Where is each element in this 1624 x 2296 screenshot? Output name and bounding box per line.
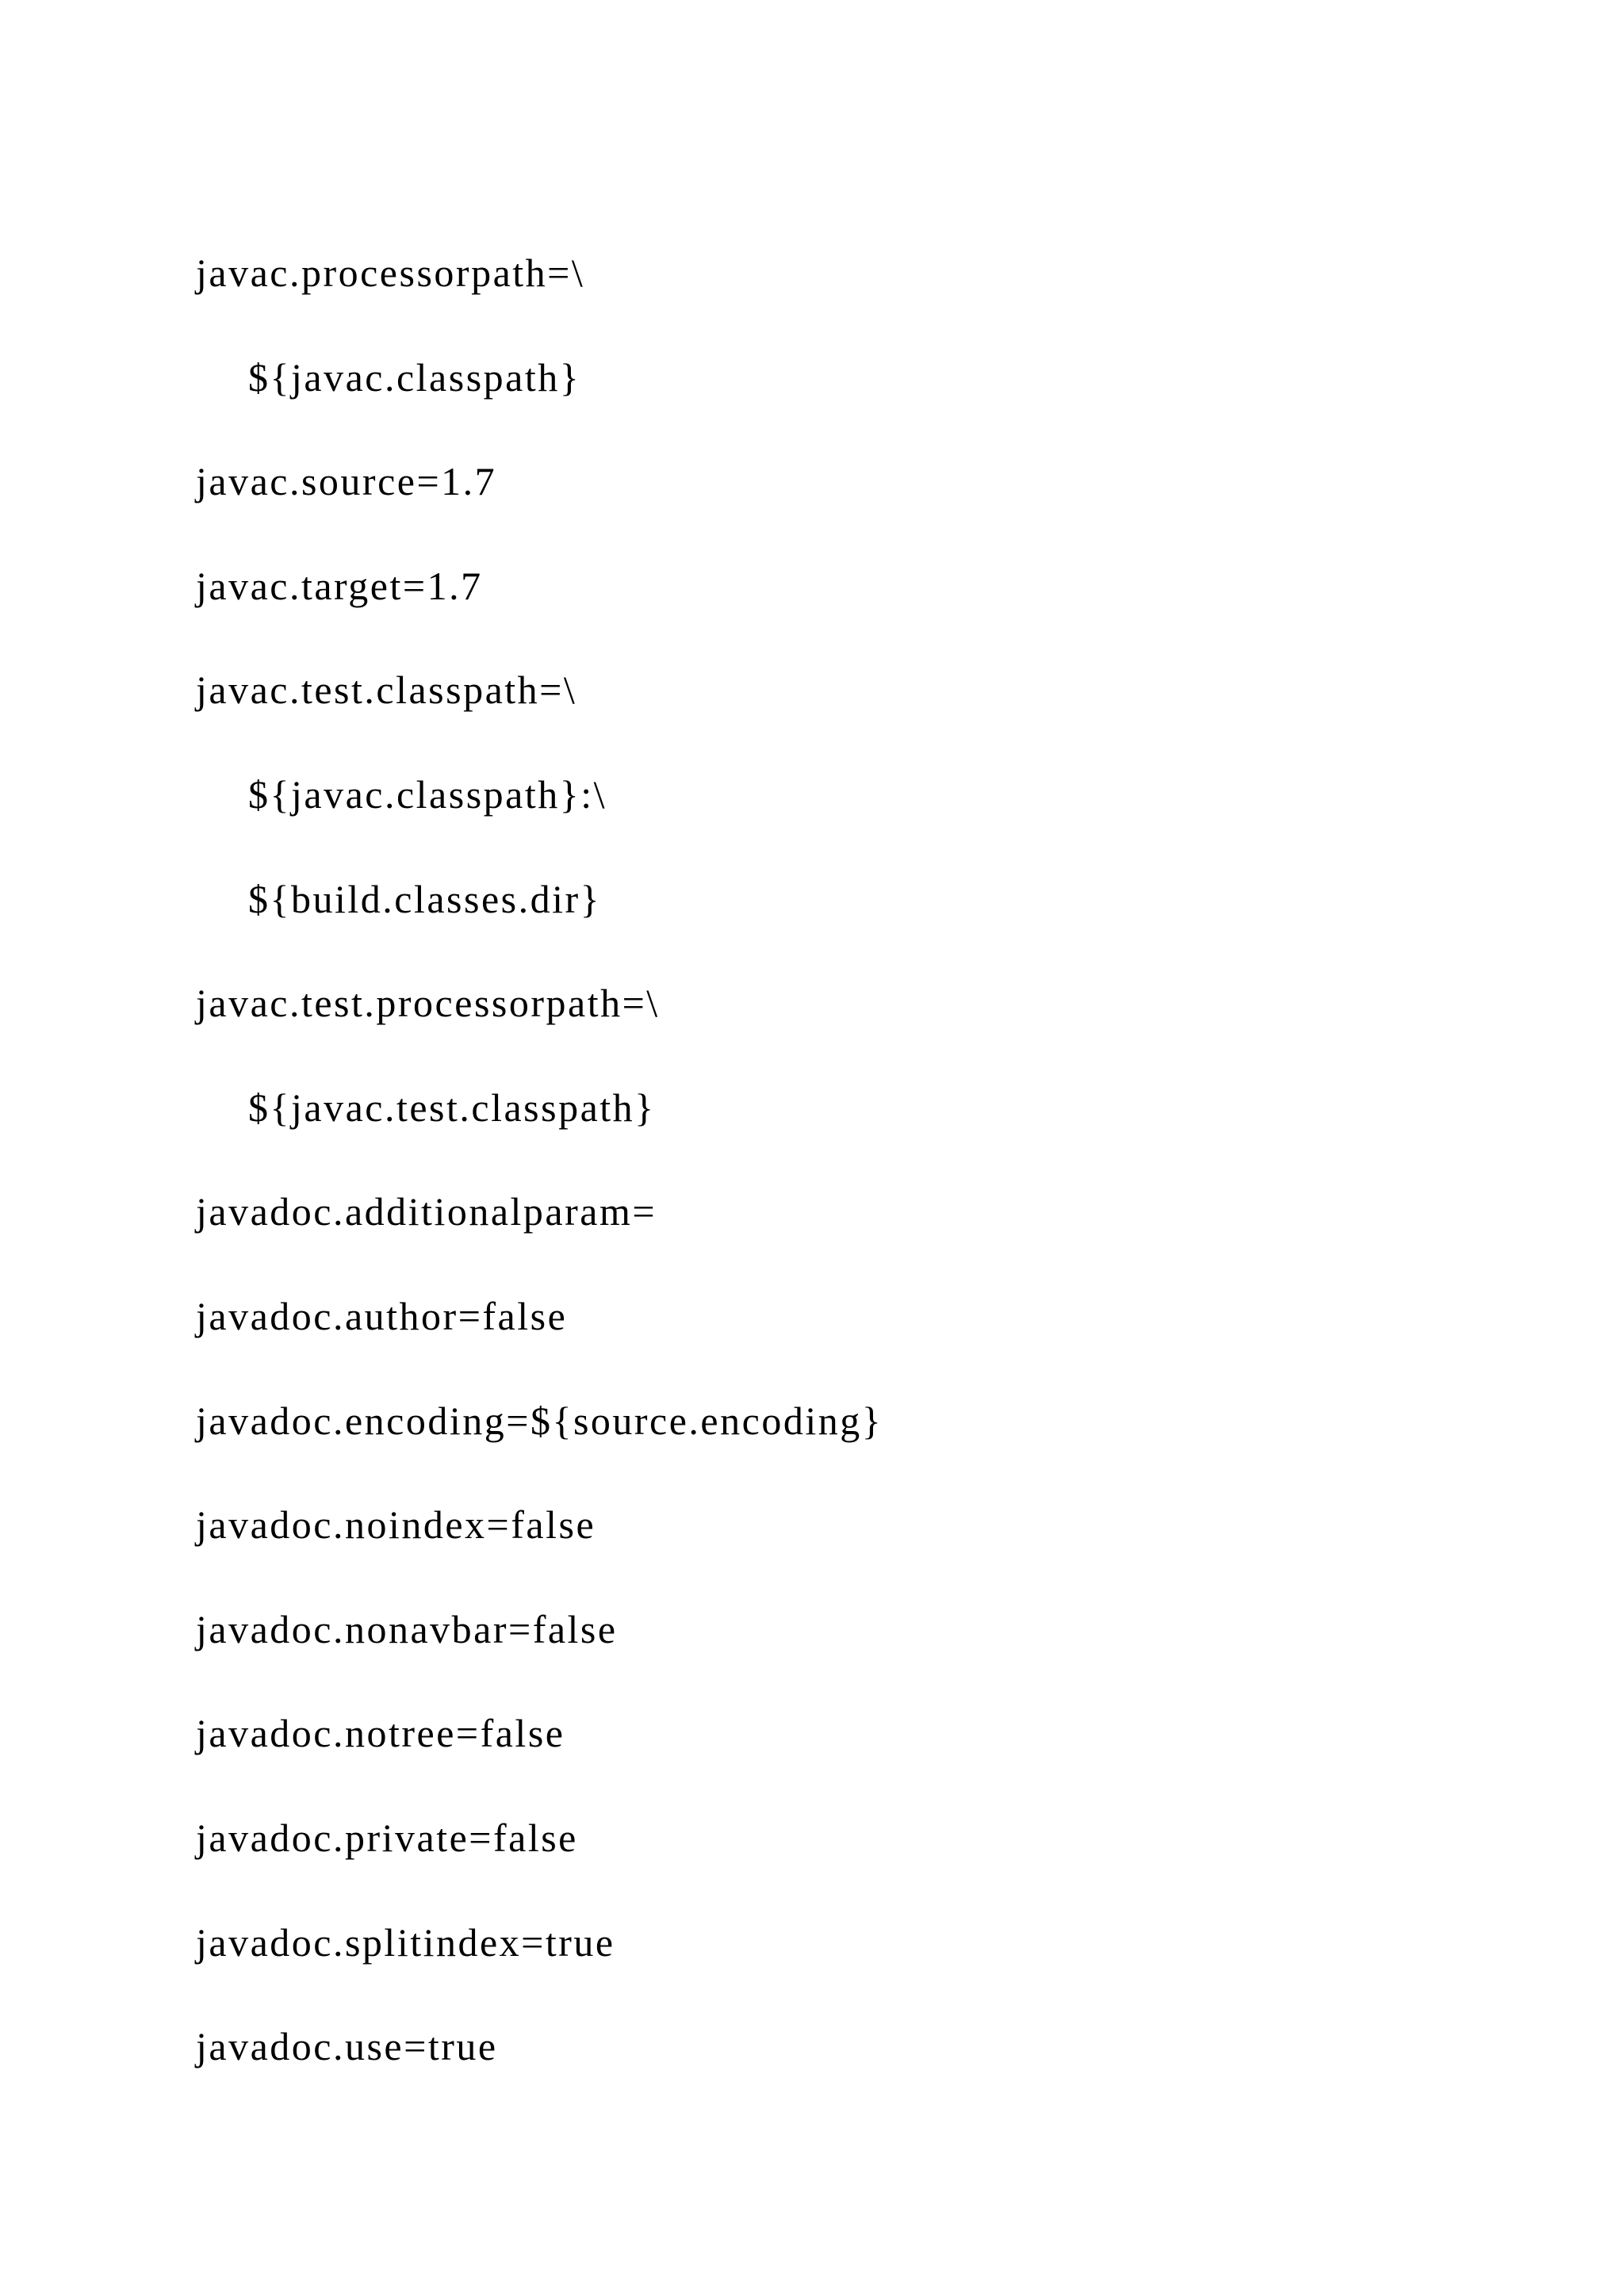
property-line-javac-source: javac.source=1.7	[196, 459, 497, 504]
property-line-javadoc-splitindex: javadoc.splitindex=true	[196, 1919, 615, 1965]
property-continuation-build-classes-dir: ${build.classes.dir}	[248, 876, 602, 921]
property-line-javadoc-encoding: javadoc.encoding=${source.encoding}	[196, 1398, 883, 1443]
property-line-javadoc-use: javadoc.use=true	[196, 2024, 498, 2069]
property-line-javadoc-author: javadoc.author=false	[196, 1293, 568, 1338]
property-line-javadoc-noindex: javadoc.noindex=false	[196, 1502, 596, 1548]
property-line-javac-target: javac.target=1.7	[196, 563, 483, 608]
property-line-javac-processorpath: javac.processorpath=\	[196, 251, 585, 295]
property-line-javadoc-notree: javadoc.notree=false	[196, 1711, 565, 1756]
property-continuation-javac-classpath-2: ${javac.classpath}:\	[248, 771, 607, 817]
property-line-javac-test-classpath: javac.test.classpath=\	[196, 668, 577, 713]
property-line-javadoc-private: javadoc.private=false	[196, 1815, 578, 1860]
property-line-javac-test-processorpath: javac.test.processorpath=\	[196, 981, 660, 1026]
property-continuation-javac-classpath: ${javac.classpath}	[248, 354, 581, 400]
property-continuation-javac-test-classpath: ${javac.test.classpath}	[248, 1085, 656, 1130]
property-line-javadoc-additionalparam: javadoc.additionalparam=	[196, 1189, 657, 1234]
properties-listing	[196, 244, 883, 2122]
property-line-javadoc-nonavbar: javadoc.nonavbar=false	[196, 1606, 618, 1651]
